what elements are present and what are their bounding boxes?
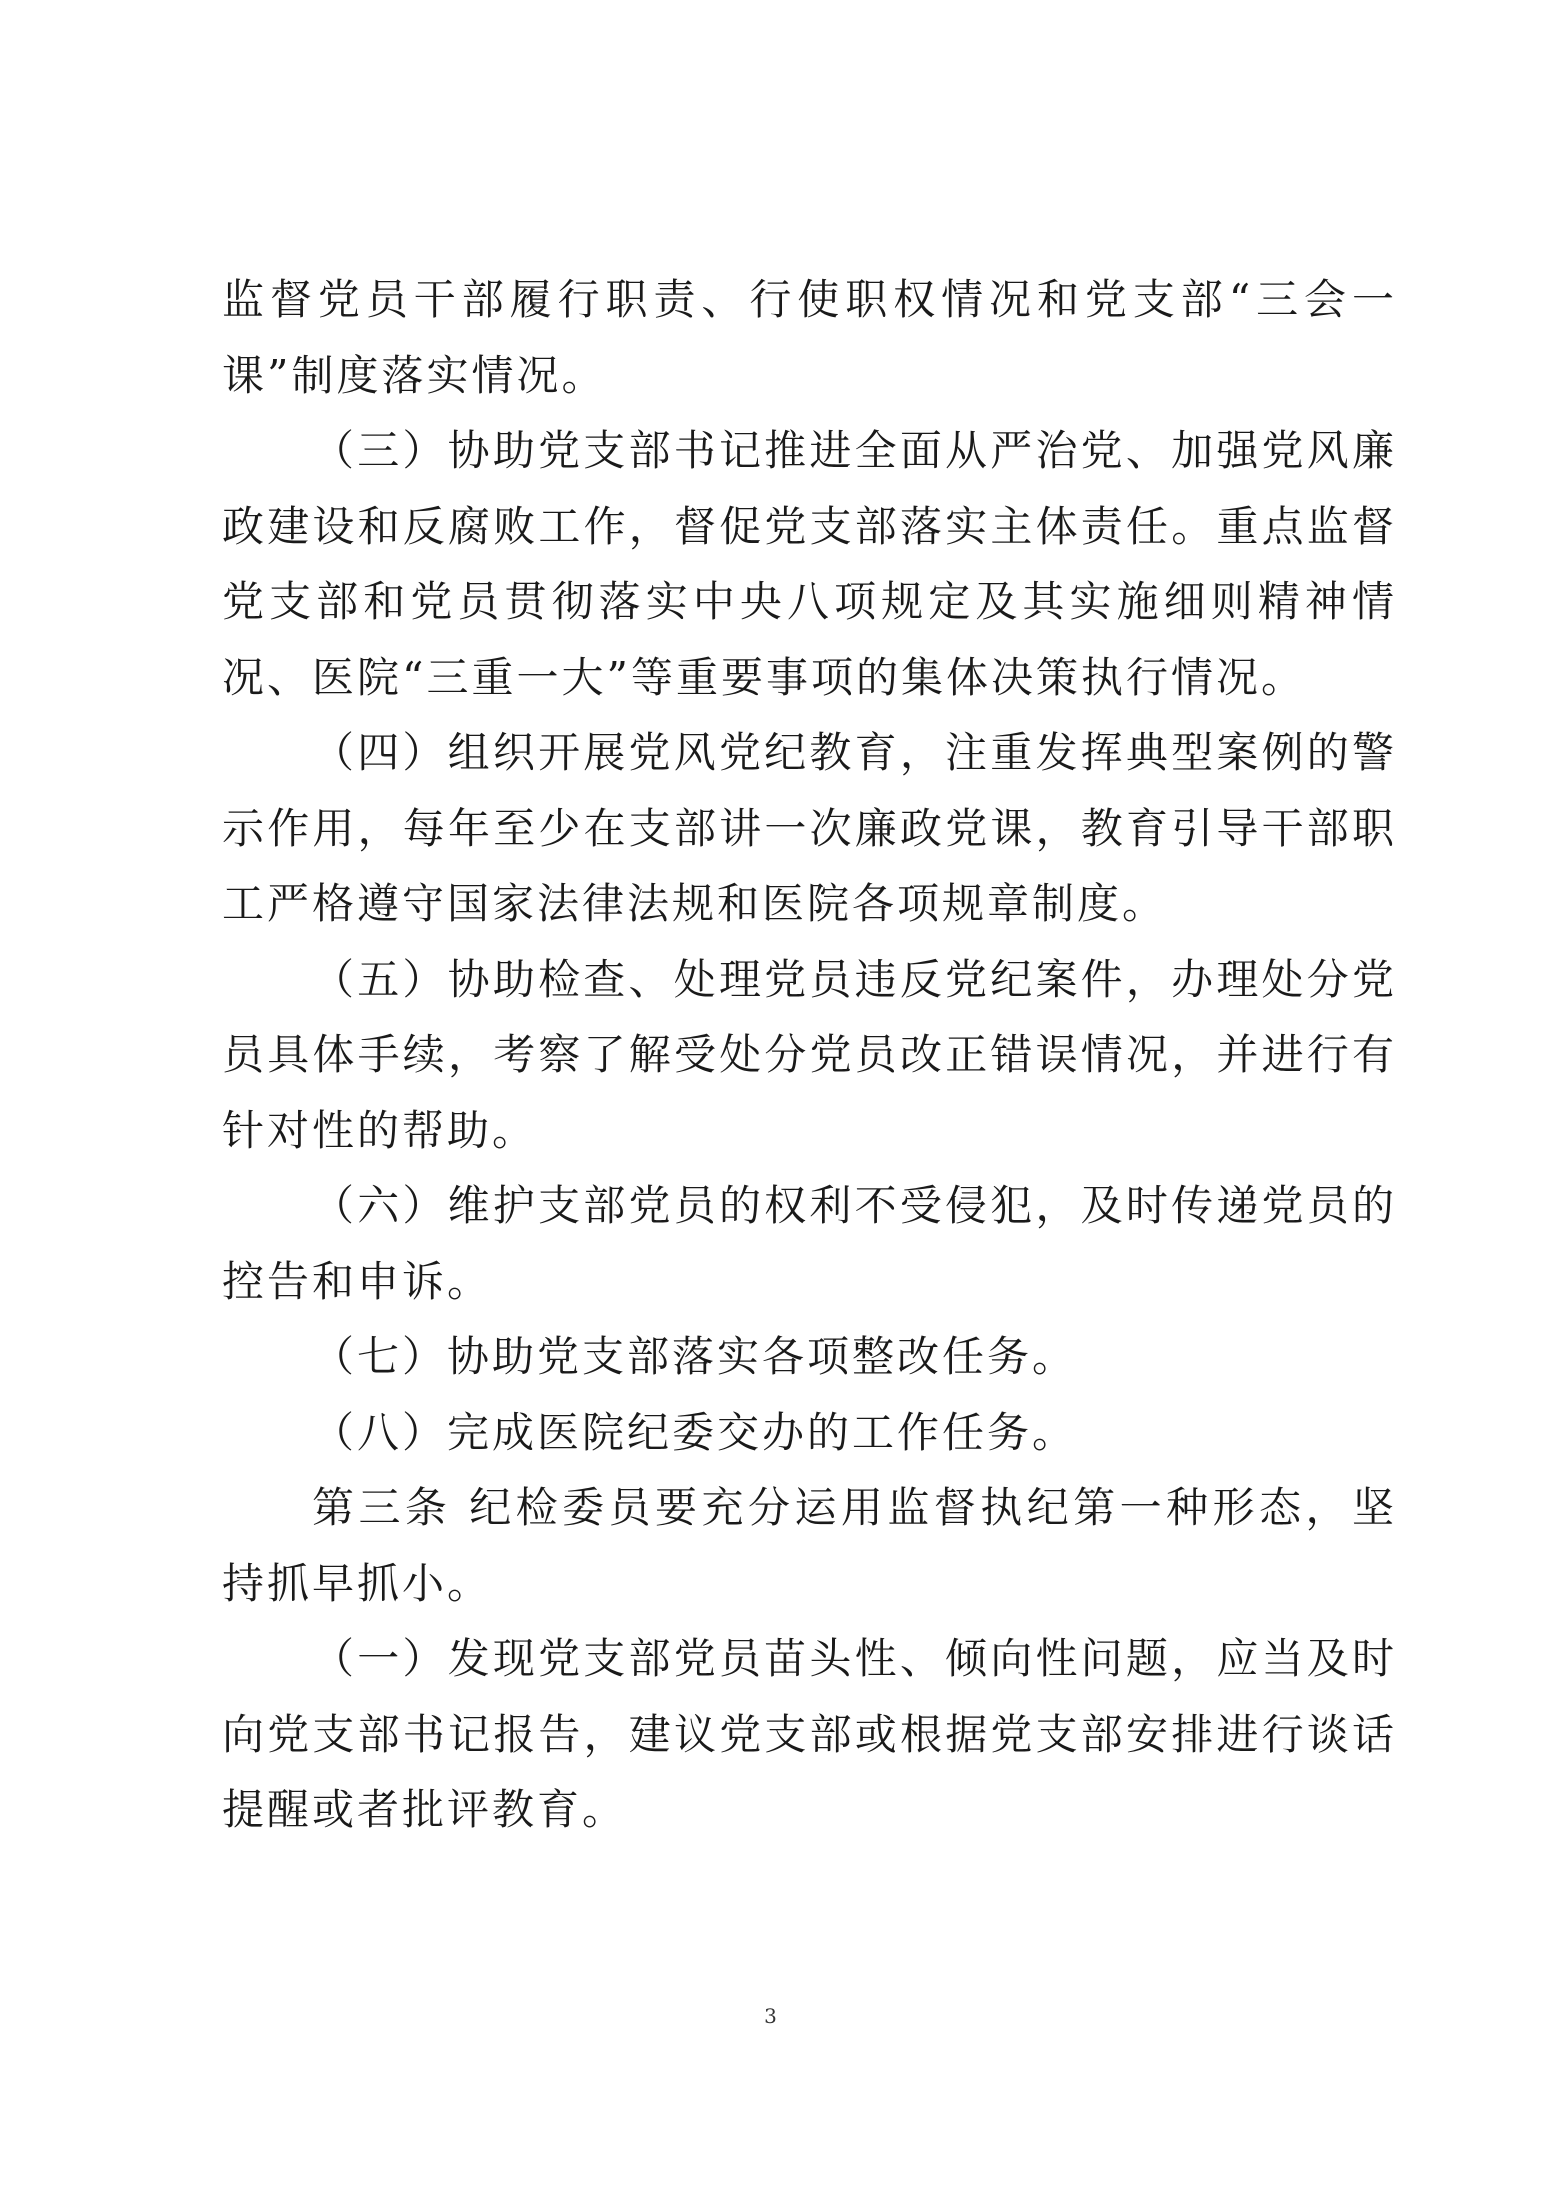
- paragraph-article-3: 第三条 纪检委员要充分运用监督执纪第一种形态，坚持抓早抓小。: [222, 1483, 1397, 1608]
- paragraph-continuation: 监督党员干部履行职责、行使职权情况和党支部“三会一课”制度落实情况。: [222, 275, 1397, 400]
- paragraph-item-4: （四）组织开展党风党纪教育，注重发挥典型案例的警示作用，每年至少在支部讲一次廉政党课，教育引导干部职工严格遵守国家法律法规和医院各项规章制度。: [222, 728, 1397, 928]
- paragraph-item-3: （三）协助党支部书记推进全面从严治党、加强党风廉政建设和反腐败工作，督促党支部落实主体责任。重点监督党支部和党员贯彻落实中央八项规定及其实施细则精神情况、医院“三重一大”等重要事项的集体决策执行情况。: [222, 426, 1397, 702]
- paragraph-item-6: （六）维护支部党员的权利不受侵犯，及时传递党员的控告和申诉。: [222, 1181, 1397, 1306]
- paragraph-subitem-1: （一）发现党支部党员苗头性、倾向性问题，应当及时向党支部书记报告，建议党支部或根据党支部安排进行谈话提醒或者批评教育。: [222, 1634, 1397, 1834]
- document-body: [222, 262, 1397, 1848]
- paragraph-item-5: （五）协助检查、处理党员违反党纪案件，办理处分党员具体手续，考察了解受处分党员改正错误情况，并进行有针对性的帮助。: [222, 954, 1397, 1155]
- paragraph-item-8: （八）完成医院纪委交办的工作任务。: [312, 1407, 1078, 1457]
- paragraph-item-7: （七）协助党支部落实各项整改任务。: [312, 1332, 1078, 1381]
- page-number: 3: [764, 2004, 777, 2028]
